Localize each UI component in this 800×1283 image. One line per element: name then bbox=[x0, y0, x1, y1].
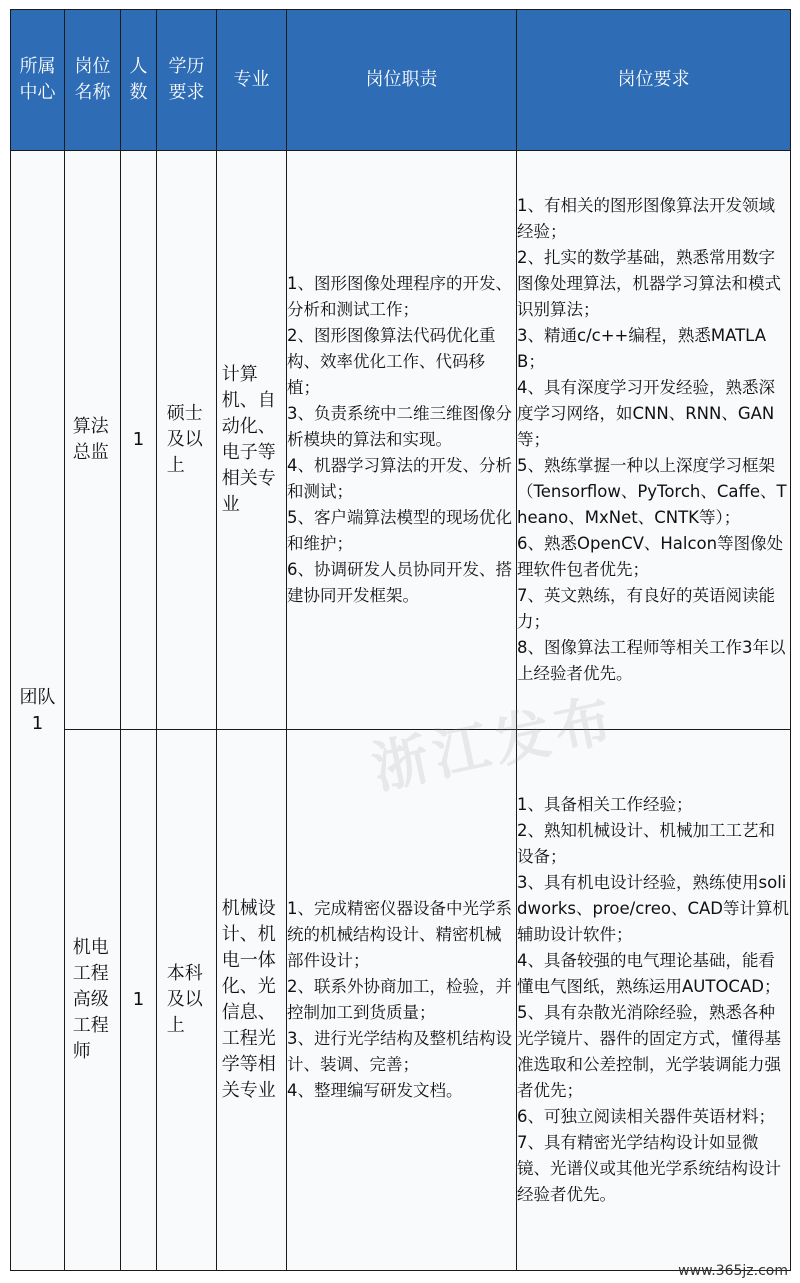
header-major: 专业 bbox=[217, 10, 287, 151]
requirement-item: 4、具备较强的电气理论基础，能看懂电气图纸，熟练运用AUTOCAD； bbox=[517, 951, 781, 996]
header-center: 所属中心 bbox=[11, 10, 65, 151]
requirements-cell bbox=[517, 151, 791, 730]
duty-item: 2、图形图像算法代码优化重构、效率优化工作、代码移植； bbox=[287, 326, 496, 397]
header-duties: 岗位职责 bbox=[287, 10, 517, 151]
requirement-item: 7、英文熟练，有良好的英语阅读能力； bbox=[517, 586, 775, 631]
duty-item: 6、协调研发人员协同开发、搭建协同开发框架。 bbox=[287, 560, 512, 605]
duty-item: 1、图形图像处理程序的开发、分析和测试工作； bbox=[287, 274, 512, 319]
duties-cell bbox=[287, 730, 517, 1271]
major-cell: 机械设计、机电一体化、光信息、工程光学等相关专业 bbox=[217, 730, 287, 1271]
duty-item: 4、整理编写研发文档。 bbox=[287, 1081, 463, 1100]
duties-cell bbox=[287, 151, 517, 730]
duty-item: 4、机器学习算法的开发、分析和测试； bbox=[287, 456, 512, 501]
requirement-item: 2、扎实的数学基础，熟悉常用数字图像处理算法，机器学习算法和模式识别算法； bbox=[517, 248, 781, 319]
requirement-item: 1、具备相关工作经验； bbox=[517, 795, 693, 814]
requirement-item: 7、具有精密光学结构设计如显微镜、光谱仪或其他光学系统结构设计经验者优先。 bbox=[517, 1133, 781, 1204]
header-requirements: 岗位要求 bbox=[517, 10, 791, 151]
requirement-item: 5、具有杂散光消除经验，熟悉各种光学镜片、器件的固定方式，懂得基准选取和公差控制，光学装调能力强者优先； bbox=[517, 1003, 781, 1100]
requirement-item: 4、具有深度学习开发经验，熟悉深度学习网络，如CNN、RNN、GAN等； bbox=[517, 378, 775, 449]
job-title-cell: 机电工程高级工程师 bbox=[65, 730, 121, 1271]
requirement-item: 6、可独立阅读相关器件英语材料； bbox=[517, 1107, 775, 1126]
requirement-item: 2、熟知机械设计、机械加工工艺和设备； bbox=[517, 821, 775, 866]
duty-item: 2、联系外协商加工，检验，并控制加工到货质量； bbox=[287, 977, 512, 1022]
requirement-item: 3、具有机电设计经验，熟练使用solidworks、proe/creo、CAD等计算机辅助设计软件； bbox=[517, 873, 789, 944]
requirement-item: 6、熟悉OpenCV、Halcon等图像处理软件包者优先； bbox=[517, 534, 784, 579]
table-row bbox=[11, 730, 791, 1271]
requirement-item: 3、精通c/c++编程，熟悉MATLAB； bbox=[517, 326, 767, 371]
job-title-cell: 算法总监 bbox=[65, 151, 121, 730]
header-row bbox=[11, 10, 791, 151]
duty-item: 3、进行光学结构及整机结构设计、装调、完善； bbox=[287, 1029, 512, 1074]
duty-item: 1、完成精密仪器设备中光学系统的机械结构设计、精密机械部件设计； bbox=[287, 899, 512, 970]
requirements-cell bbox=[517, 730, 791, 1271]
duty-item: 3、负责系统中二维三维图像分析模块的算法和实现。 bbox=[287, 404, 512, 449]
education-cell: 硕士及以上 bbox=[157, 151, 217, 730]
requirement-item: 5、熟练掌握一种以上深度学习框架（Tensorflow、PyTorch、Caffe、Theano、MxNet、CNTK等）； bbox=[517, 456, 787, 527]
requirement-item: 1、有相关的图形图像算法开发领域经验； bbox=[517, 196, 775, 241]
header-headcount: 人数 bbox=[121, 10, 157, 151]
duty-item: 5、客户端算法模型的现场优化和维护； bbox=[287, 508, 512, 553]
site-watermark: www.365jz.com bbox=[678, 1263, 788, 1279]
headcount-cell: 1 bbox=[121, 151, 157, 730]
job-table bbox=[10, 9, 791, 1271]
major-cell: 计算机、自动化、电子等相关专业 bbox=[217, 151, 287, 730]
header-education: 学历要求 bbox=[157, 10, 217, 151]
table-row bbox=[11, 151, 791, 730]
education-cell: 本科及以上 bbox=[157, 730, 217, 1271]
headcount-cell: 1 bbox=[121, 730, 157, 1271]
requirement-item: 8、图像算法工程师等相关工作3年以上经验者优先。 bbox=[517, 638, 786, 683]
team-cell: 团队1 bbox=[11, 151, 65, 1271]
header-position: 岗位名称 bbox=[65, 10, 121, 151]
